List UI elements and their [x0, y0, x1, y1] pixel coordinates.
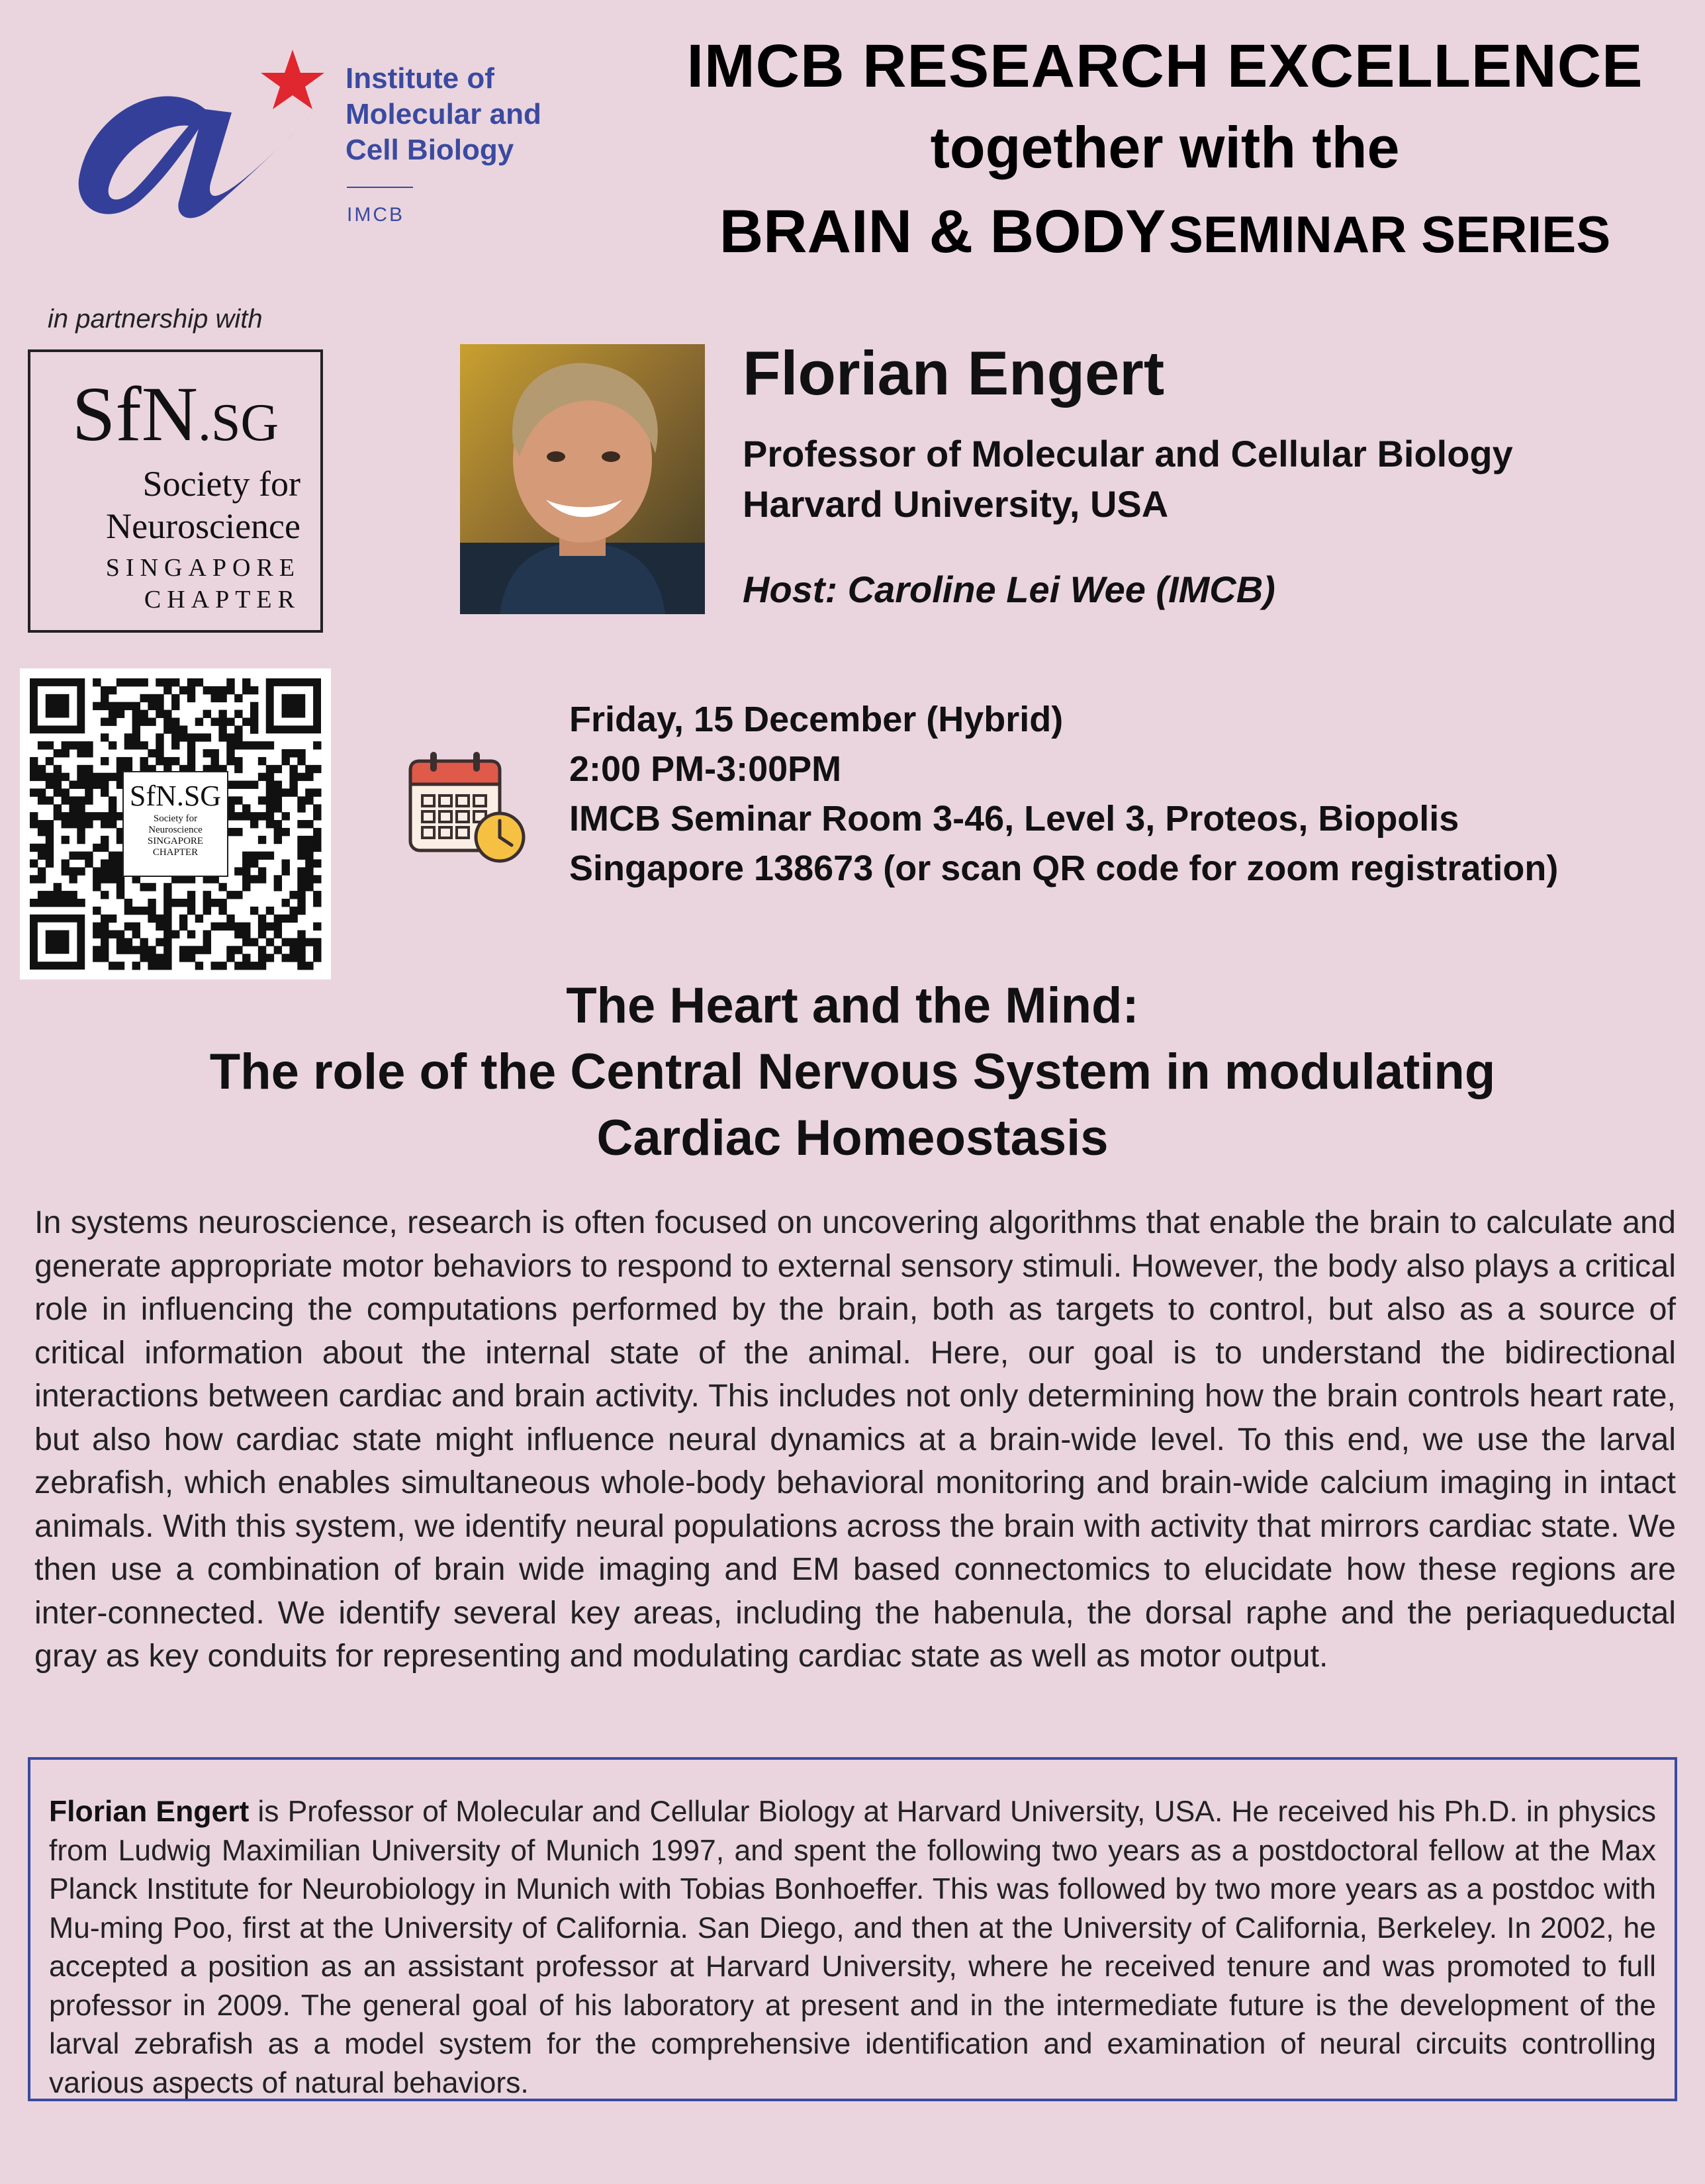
event-venue: IMCB Seminar Room 3-46, Level 3, Proteos, Biopolis — [569, 799, 1459, 839]
event-date: Friday, 15 December (Hybrid) — [569, 700, 1064, 739]
partner-label: in partnership with — [48, 304, 263, 334]
org-divider — [347, 187, 413, 188]
calendar-clock-icon — [404, 748, 530, 867]
bio-text: Florian Engert is Professor of Molecular and Cellular Biology at Harvard University, USA. He received his Ph.D. in physics from Ludwig Maximilian University of Munich 1997, and spent the following two years as a postdoctoral fellow at the Max Planck Institute for Neurobiology in Munich with Tobias Bonhoeffer. This was followed by two more years as a postdoc with Mu-ming Poo, first at the University of California. San Diego, and then at the University of California, Berkeley. In 2002, he accepted a position as an assistant professor at Harvard University, where he received tenure and was promoted to full professor in 2009. The general goal of his laboratory at present and in the intermediate future is the development of the larval zebrafish as a model system for the comprehensive identification and examination of neural circuits controlling various aspects of natural behaviors. — [49, 1796, 1657, 2099]
qr-code[interactable] — [20, 668, 331, 979]
bio-box — [28, 1757, 1677, 2101]
speaker-affiliation: Professor of Molecular and Cellular Biology Harvard University, USA — [743, 433, 1513, 525]
abstract: In systems neuroscience, research is often focused on uncovering algorithms that enable the brain to calculate and generate appropriate motor behaviors to respond to external sensory stimuli. However, the body also plays a critical role in influencing the computations performed by the brain, both as targets to control, but also as a source of critical information about the internal state of the animal. Here, our goal is to understand the bidirectional interactions between cardiac and brain activity. This includes not only determining how the brain controls heart rate, but also how cardiac state might influence neural dynamics at a brain-wide level. To this end, we use the larval zebrafish, which enables simultaneous whole-body behavioral monitoring and brain-wide calcium imaging in intact animals. With this system, we identify neural populations across the brain with activity that mirrors cardiac state. We then use a combination of brain wide imaging and EM based connectomics to elucidate how these regions are inter-connected. We identify several key areas, including the habenula, the dorsal raphe and the periaqueductal gray as key conduits for representing and modulating cardiac state as well as motor output. — [34, 1205, 1676, 1674]
sfn-logo: SfN.SG Society for Neuroscience SINGAPORE CHAPTER — [28, 349, 323, 633]
speaker-name: Florian Engert — [743, 338, 1165, 408]
org-name: Institute of Molecular and Cell Biology — [346, 62, 541, 166]
astar-logo — [53, 36, 331, 235]
event-details — [569, 695, 1558, 893]
talk-title: The Heart and the Mind: The role of the Central Nervous System in modulating Cardiac Homeostasis — [209, 978, 1496, 1166]
speaker-host: Host: Caroline Lei Wee (IMCB) — [743, 569, 1275, 610]
event-venue-2: Singapore 138673 (or scan QR code for zoom registration) — [569, 848, 1559, 888]
org-abbr: IMCB — [347, 204, 404, 226]
star-icon — [261, 50, 324, 109]
page-title: IMCB RESEARCH EXCELLENCE together with the BRAIN & BODY SEMINAR SERIES — [686, 32, 1643, 265]
qr-center-logo: SfN.SG Society for Neuroscience SINGAPORE CHAPTER — [122, 771, 228, 877]
bio-name: Florian Engert — [49, 1796, 250, 1828]
speaker-photo — [460, 344, 705, 614]
event-time: 2:00 PM-3:00PM — [569, 749, 842, 789]
